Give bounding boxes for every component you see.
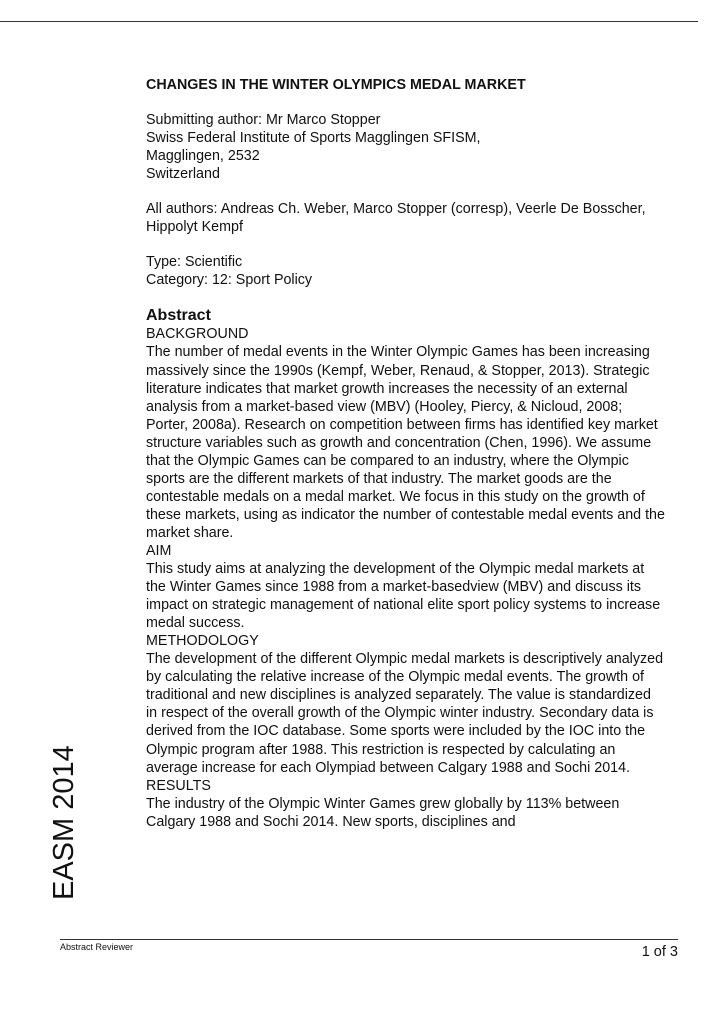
institute: Swiss Federal Institute of Sports Magglingen SFISM, bbox=[146, 130, 481, 147]
top-rule bbox=[0, 21, 698, 22]
abstract-section bbox=[146, 306, 666, 830]
methodology-heading: METHODOLOGY bbox=[146, 633, 259, 650]
background-heading: BACKGROUND bbox=[146, 326, 249, 343]
submitting-author-block bbox=[146, 111, 666, 183]
page-content bbox=[146, 76, 666, 831]
background-text: The number of medal events in the Winter Olympic Games has been increasing massively since the 1990s (Kempf, Weber, Renaud, & Stopper, 2013). Strategic literature indicates that market growth increases the necessity of an external analysis from a market-based view (MBV) (Hooley, Piercy, & Nicloud, 2008; Porter, 2008a). Research on competition between firms has identified key market structure variables such as growth and concentration (Chen, 1996). We assume that the Olympic Games can be compared to an industry, where the Olympic sports are the different markets of that industry. The market goods are the contestable medals on a medal market. We focus in this study on the growth of these markets, using as indicator the number of contestable medal events and the market share. bbox=[146, 344, 665, 541]
submitting-author: Submitting author: Mr Marco Stopper bbox=[146, 112, 381, 129]
aim-text: This study aims at analyzing the development of the Olympic medal markets at the Winter Games since 1988 from a market-basedview (MBV) and discuss its impact on strategic management of national elite sport policy systems to increase medal success. bbox=[146, 561, 661, 632]
page-number: 1 of 3 bbox=[641, 944, 678, 960]
type-category-block bbox=[146, 253, 666, 289]
side-label: EASM 2014 bbox=[48, 745, 80, 900]
bottom-rule bbox=[60, 939, 678, 940]
type: Type: Scientific bbox=[146, 254, 243, 271]
methodology-text: The development of the different Olympic medal markets is descriptively analyzed by calculating the relative increase of the Olympic medal events. The growth of traditional and new disciplines is analyzed separately. The value is standardized in respect of the overall growth of the Olympic winter industry. Secondary data is derived from the IOC database. Some sports were included by the IOC into the Olympic program after 1988. This restriction is respected by calculating an average increase for each Olympiad between Calgary 1988 and Sochi 2014. bbox=[146, 651, 664, 776]
abstract-heading: Abstract bbox=[146, 307, 211, 325]
all-authors: All authors: Andreas Ch. Weber, Marco Stopper (corresp), Veerle De Bosscher, Hippolyt Kempf bbox=[146, 201, 646, 236]
country: Switzerland bbox=[146, 166, 220, 183]
results-text: The industry of the Olympic Winter Games grew globally by 113% between Calgary 1988 and Sochi 2014. New sports, disciplines and bbox=[146, 795, 620, 830]
city: Magglingen, 2532 bbox=[146, 148, 260, 165]
page-title: CHANGES IN THE WINTER OLYMPICS MEDAL MARKET bbox=[146, 77, 526, 93]
footer-reviewer-label: Abstract Reviewer bbox=[60, 942, 134, 952]
aim-heading: AIM bbox=[146, 542, 172, 559]
category: Category: 12: Sport Policy bbox=[146, 272, 313, 289]
results-heading: RESULTS bbox=[146, 777, 211, 794]
